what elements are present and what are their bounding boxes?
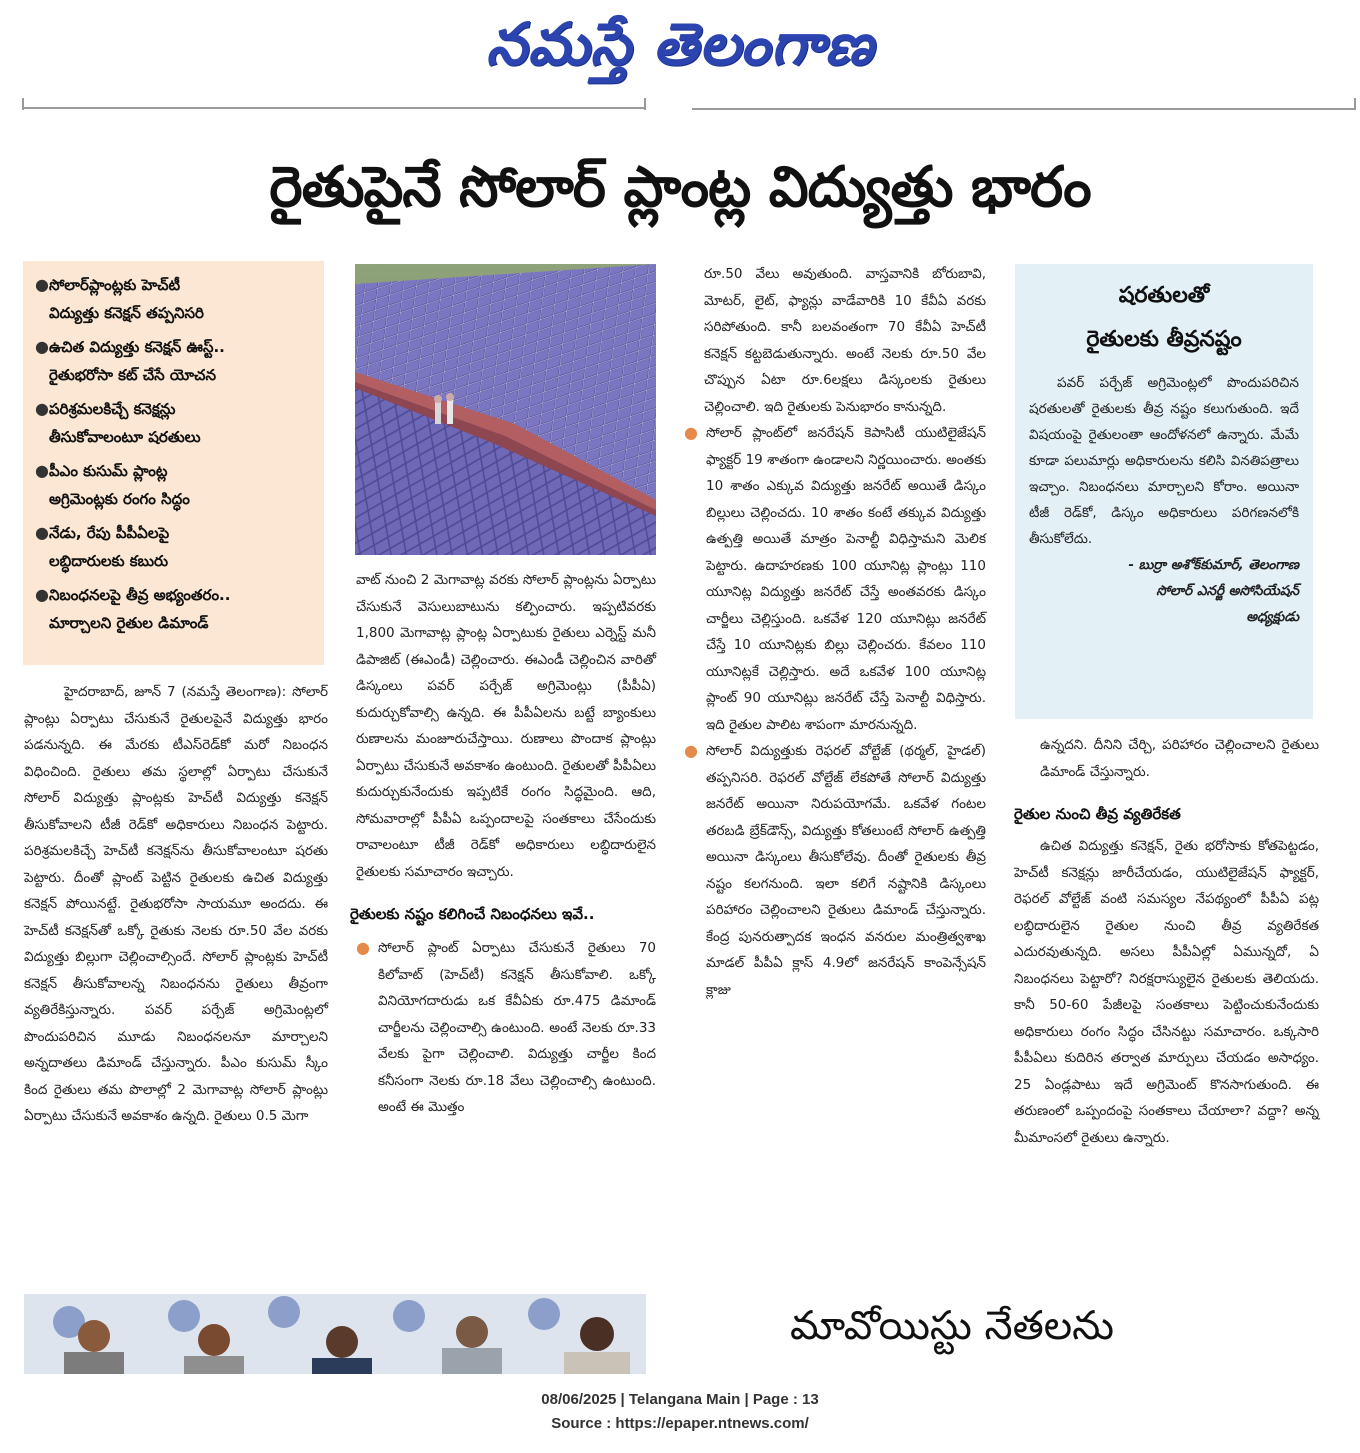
bullet-icon: ● bbox=[35, 337, 49, 356]
sidebar-title-line: షరతులతో bbox=[1118, 283, 1210, 308]
highlight-line: లబ్ధిదారులకు కబురు bbox=[49, 552, 169, 570]
solar-panels-photo bbox=[355, 264, 656, 555]
article-paragraph: సోలార్ ప్లాంట్ ఏర్పాటు చేసుకునే రైతులు 70 కిలోవాట్ (హెచ్‌టీ) కనెక్షన్ తీసుకోవాలి. ఒక్కో వినియోగదారుడు ఒక కేవీఏకు రూ.475 డిమాండ్ చార్జీలను చెల్లించాల్సి ఉంటుంది. అంటే నెలకు రూ.33 వేలకు పైగా చెల్లించాలి. విద్యుత్తు చార్జీల కింద కనీసంగా నెలకు రూ.18 వేలు చెల్లించాల్సి ఉంటుంది. అంటే ఈ మొత్తం bbox=[378, 940, 656, 1115]
highlight-line: మార్చాలని రైతుల డిమాండ్ bbox=[49, 614, 209, 632]
highlight-item bbox=[35, 271, 318, 327]
divider-tick-right bbox=[1354, 98, 1356, 110]
bullet-paragraph bbox=[356, 935, 656, 1121]
highlights-box bbox=[23, 261, 324, 665]
sidebar-attribution: - బుర్రా అశోక్‌కుమార్, తెలంగాణ bbox=[1128, 557, 1299, 573]
teaser-photo-illustration bbox=[24, 1294, 646, 1374]
bullet-paragraph bbox=[684, 738, 986, 1003]
highlight-item bbox=[35, 457, 318, 513]
highlight-line: తీసుకోవాలంటూ షరతులు bbox=[49, 428, 201, 446]
article-paragraph: హైదరాబాద్, జూన్ 7 (నమస్తే తెలంగాణ): సోలార్ ప్లాంట్లు ఏర్పాటు చేసుకునే రైతులపైనే విద్యుత్తు భారం పడనున్నది. ఈ మేరకు టీఎస్‌రెడ్‌కో మరో నిబంధన విధించింది. రైతులు తమ స్థలాల్లో ఏర్పాటు చేసుకునే సోలార్ విద్యుత్తు ప్లాంట్లకు హెచ్‌టీ విద్యుత్తు కనెక్షన్ తీసుకోవాలని టీజీ రెడ్‌కో అధికారులు నిబంధన పెట్టారు. పరిశ్రమలకిచ్చే హెచ్‌టీ కనెక్షన్‌ను తీసుకోవాలంటూ షరతు పెట్టారు. దీంతో ప్లాంట్ పెట్టిన రైతులకు ఉచిత విద్యుత్తు కనెక్షన్ పోయినట్టే. రైతుభరోసా సాయమూ అందదు. ఈ హెచ్‌టీ కనెక్షన్‌తో ఒక్కో రైతుకు నెలకు రూ.50 వేల వరకు విద్యుత్తు బిల్లుగా చెల్లించాల్సిందే. సోలార్ ప్లాంట్లకు హెచ్‌టీ కనెక్షన్ తీసుకోవాలన్న నిబంధనను రైతులు తీవ్రంగా వ్యతిరేకిస్తున్నారు. పవర్ పర్చేజ్ అగ్రిమెంట్లలో పొందుపరిచిన మూడు నిబంధనలనూ మార్చాలని అన్నదాతలు డిమాండ్ చేస్తున్నారు. పీఎం కుసుమ్ స్కీం కింద రైతులు తమ పొలాల్లో 2 మెగావాట్ల సోలార్ ప్లాంట్లు ఏర్పాటు చేసుకునే అవకాశం ఉన్నది. రైతులు 0.5 మెగా bbox=[24, 684, 328, 1124]
article-paragraph: ఉచిత విద్యుత్తు కనెక్షన్, రైతు భరోసాకు కోతపెట్టడం, హెచ్‌టీ కనెక్షన్లు జారీచేయడం, యుటిలైజేషన్ ఫ్యాక్టర్, రెఫరల్ వోల్టేజ్ వంటి సమస్యల నేపథ్యంలో పీపీఏ పట్ల లబ్ధిదారులైన రైతుల నుంచి తీవ్ర వ్యతిరేకత ఎదురవుతున్నది. అసలు పీపీఏల్లో ఏమున్నదో, ఏ నిబంధనలు పెట్టారో? నిరక్షరాస్యులైన రైతులకు తెలియదు. కానీ 50-60 పేజీలపై సంతకాలు పెట్టించుకునేందుకు అధికారులు రంగం సిద్ధం చేసినట్టు సమాచారం. ఒక్కసారి పీపీఏలు కుదిరిన తర్వాత మార్పులు చేయడం అసాధ్యం. 25 ఏండ్లపాటు ఇదే అగ్రిమెంట్ కొనసాగుతుంది. ఈ తరుణంలో ఒప్పందంపై సంతకాలు చేయాలా? వద్దా? అన్న మీమాంసలో రైతులు ఉన్నారు. bbox=[1014, 838, 1319, 1146]
article-column-1 bbox=[24, 679, 328, 1130]
highlight-line: పరిశ్రమలకిచ్చే కనెక్షన్లు bbox=[49, 400, 176, 418]
bullet-paragraph bbox=[684, 420, 986, 738]
article-column-4 bbox=[1014, 732, 1319, 1151]
highlight-line: విద్యుత్తు కనెక్షన్ తప్పనిసరి bbox=[49, 304, 204, 322]
page-footer bbox=[0, 1388, 1360, 1436]
article-paragraph: వాట్ నుంచి 2 మెగావాట్ల వరకు సోలార్ ప్లాంట్లను ఏర్పాటు చేసుకునే వెసులుబాటును కల్పించారు. ఇప్పటివరకు 1,800 మెగావాట్ల ప్లాంట్ల ఏర్పాటుకు రైతులు ఎర్నెస్ట్ మనీ డిపాజిట్ (ఈఎండీ) చెల్లించారు. ఈఎండీ చెల్లించిన వారితో డిస్కంలు పవర్ పర్చేజ్ అగ్రిమెంట్లు (పీపీఏ) కుదుర్చుకోవాల్సి ఉన్నది. ఈ పీపీఏలను బట్టే బ్యాంకులు రుణాలను మంజూరుచేస్తాయి. రుణాలు పొందాక ప్లాంట్లు ఏర్పాటు చేసుకునే అవకాశం ఉంటుంది. రైతులతో పీపీఏలు కుదుర్చుకునేందుకు ఇప్పటికే రంగం సిద్ధమైంది. ఆది, సోమవారాల్లో పీపీఏ ఒప్పందాలపై సంతకాలు చేసేందుకు రావాలంటూ టీజీ రెడ్‌కో అధికారులు లబ్ధిదారులైన రైతులకు సమాచారం ఇచ్చారు. bbox=[356, 572, 656, 880]
quote-sidebar bbox=[1015, 264, 1313, 719]
bullet-icon: ● bbox=[35, 275, 49, 294]
highlight-line: నేడు, రేపు పీపీఏలపై bbox=[49, 524, 170, 542]
highlight-item bbox=[35, 519, 318, 575]
masthead-divider-left bbox=[22, 107, 646, 109]
highlight-item bbox=[35, 333, 318, 389]
teaser-photo bbox=[24, 1294, 646, 1374]
highlight-line: పీఎం కుసుమ్ ప్లాంట్ల bbox=[49, 462, 168, 480]
article-column-2 bbox=[350, 567, 656, 1121]
footer-source: Source : https://epaper.ntnews.com/ bbox=[551, 1415, 809, 1432]
highlight-item bbox=[35, 395, 318, 451]
divider-tick-left bbox=[22, 98, 24, 110]
article-paragraph: రూ.50 వేలు అవుతుంది. వాస్తవానికి బోరుబావి, మోటర్, లైట్, ఫ్యాన్లు వాడేవారికి 10 కేవీఏ వరకు సరిపోతుంది. కానీ బలవంతంగా 70 కేవీఏ హెచ్‌టీ కనెక్షన్ కట్టబెడుతున్నారు. అంటే నెలకు రూ.50 వేల చొప్పున ఏటా రూ.6లక్షలు డిస్కంలకు రైతులు చెల్లించాలి. ఇది రైతులకు పెనుభారం కానున్నది. bbox=[704, 266, 986, 415]
highlight-line: సోలార్‌ప్లాంట్లకు హెచ్‌టీ bbox=[49, 276, 181, 294]
article-column-3 bbox=[684, 261, 986, 1003]
sidebar-title-line: రైతులకు తీవ్రనష్టం bbox=[1086, 327, 1242, 352]
highlight-line: అగ్రిమెంట్లకు రంగం సిద్ధం bbox=[49, 490, 190, 508]
bullet-icon: ● bbox=[356, 938, 370, 957]
highlight-item bbox=[35, 581, 318, 637]
sidebar-attribution: అధ్యక్షుడు bbox=[1246, 609, 1299, 625]
highlight-line: ఉచిత విద్యుత్తు కనెక్షన్ ఊస్ట్.. bbox=[49, 338, 225, 356]
bullet-icon: ● bbox=[35, 461, 49, 480]
masthead-logo: నమస్తే తెలంగాణ bbox=[486, 10, 874, 78]
article-paragraph: సోలార్ విద్యుత్తుకు రెఫరల్ వోల్టేజ్ (థర్మల్, హైడల్) తప్పనిసరి. రెఫరల్ వోల్టేజ్ లేకపోతే సోలార్ విద్యుత్తు జనరేట్ అయినా నిరుపయోగమే. ఒకవేళ గంటల తరబడి బ్రేక్‌డౌన్స్, విద్యుత్తు కోతలుంటే సోలార్ ఉత్పత్తి అయినా డిస్కంలు తీసుకోలేవు. దీంతో రైతులకు తీవ్ర నష్టం కలగనుంది. ఇలా కలిగే నష్టానికి డిస్కంలు పరిహారం చెల్లించాలని రైతులు డిమాండ్ చేస్తున్నారు. కేంద్ర పునరుత్పాదక ఇంధన వనరుల మంత్రిత్వశాఖ మాడల్ పీపీఏ క్లాస్ 4.9లో జనరేషన్ కాంపెన్సేషన్ క్లాజు bbox=[706, 743, 986, 998]
highlight-line: రైతుభరోసా కట్ చేసే యోచన bbox=[49, 366, 216, 384]
sidebar-quote: పవర్ పర్చేజ్ అగ్రిమెంట్లలో పొందుపరిచిన షరతులతో రైతులకు తీవ్ర నష్టం కలుగుతుంది. ఇదే విషయంపై రైతులంతా ఆందోళనలో ఉన్నారు. మేమే కూడా పలుమార్లు అధికారులను కలిసి వినతిపత్రాలు ఇచ్చాం. నిబంధనలు మార్చాలని కోరాం. అయినా టీజీ రెడ్‌కో, డిస్కం అధికారులు పరిగణనలోకి తీసుకోలేదు. bbox=[1029, 375, 1299, 547]
section-subhead: రైతుల నుంచి తీవ్ర వ్యతిరేకత bbox=[1014, 805, 1181, 823]
bullet-icon: ● bbox=[35, 523, 49, 542]
masthead-divider-right bbox=[692, 108, 1356, 110]
footer-dateline: 08/06/2025 | Telangana Main | Page : 13 bbox=[541, 1391, 819, 1408]
section-subhead: రైతులకు నష్టం కలిగించే నిబంధనలు ఇవే.. bbox=[350, 905, 595, 923]
solar-panels-illustration bbox=[355, 264, 656, 555]
article-paragraph: సోలార్ ప్లాంట్‌లో జనరేషన్ కెపాసిటీ యుటిలైజేషన్ ఫ్యాక్టర్ 19 శాతంగా ఉండాలని నిర్ణయించారు. అంతకు 10 శాతం ఎక్కువ విద్యుత్తు జనరేట్ అయితే డిస్కం బిల్లులు చెల్లించదు. 10 శాతం కంటే తక్కువ విద్యుత్తు ఉత్పత్తి అయితే మాత్రం పెనాల్టీ విధిస్తామని మెలిక పెట్టారు. ఉదాహరణకు 100 యూనిట్ల ప్లాంట్లు 110 యూనిట్ల విద్యుత్తు జనరేట్ చేస్తే అంతవరకు డిస్కం చార్జీలు చెల్లిస్తుంది. ఒకవేళ 120 యూనిట్లు జనరేట్ చేస్తే 10 యూనిట్లకు బిల్లు చెల్లించరు. కేవలం 110 యూనిట్లకే చెల్లిస్తారు. అదే ఒకవేళ 100 యూనిట్ల ప్లాంట్ 90 యూనిట్లు జనరేట్ చేస్తే పెనాల్టీ విధిస్తారు. ఇది రైతుల పాలిట శాపంగా మారనున్నది. bbox=[706, 425, 986, 733]
teaser-headline: మావోయిస్టు నేతలను bbox=[790, 1303, 1114, 1349]
bullet-icon: ● bbox=[684, 423, 698, 442]
bullet-icon: ● bbox=[684, 741, 698, 760]
highlight-line: నిబంధనలపై తీవ్ర అభ్యంతరం.. bbox=[49, 586, 231, 604]
article-paragraph: ఉన్నదని. దీనిని చేర్చి, పరిహారం చెల్లించాలని రైతులు డిమాండ్ చేస్తున్నారు. bbox=[1040, 737, 1319, 780]
sidebar-attribution: సోలార్ ఎనర్జీ అసోసియేషన్ bbox=[1156, 583, 1299, 599]
bullet-icon: ● bbox=[35, 399, 49, 418]
bullet-icon: ● bbox=[35, 585, 49, 604]
divider-tick-mid bbox=[644, 98, 646, 110]
article-headline: రైతుపైనే సోలార్ ప్లాంట్ల విద్యుత్తు భారం bbox=[269, 155, 1091, 220]
